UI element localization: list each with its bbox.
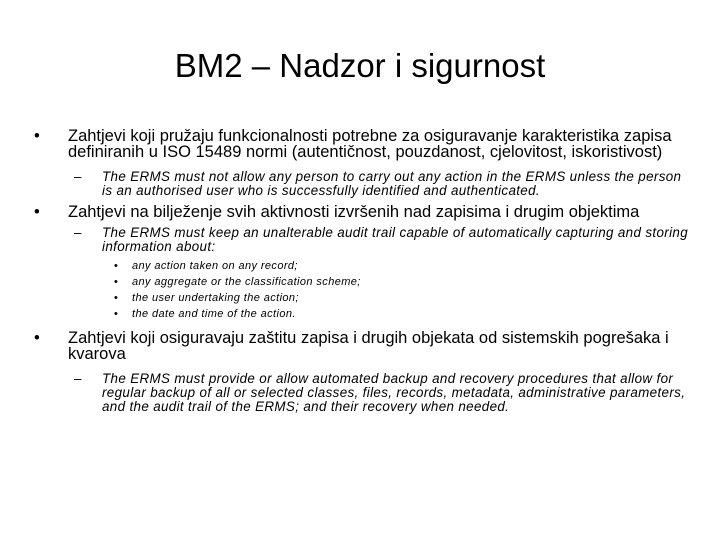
- sub-item-2-text: The ERMS must keep an unalterable audit trail capable of automatically capturing and storing information about:: [102, 225, 688, 254]
- sub-item-3-text: The ERMS must provide or allow automated backup and recovery procedures that allow for regular backup of all or selected classes, files, records, metadata, administrative parameters, and the audit trail of the ERMS; and their recovery when needed.: [102, 371, 686, 414]
- slide-content: [34, 128, 690, 414]
- bullet-item-2-text: Zahtjevi na bilježenje svih aktivnosti izvršenih nad zapisima i drugim objektima: [68, 203, 640, 221]
- sub-item-2: [34, 226, 690, 254]
- sub-sub-item: [34, 258, 690, 274]
- sub-item-1-text: The ERMS must not allow any person to carry out any action in the ERMS unless the person is an authorised user who is successfully identified and authenticated.: [102, 169, 682, 198]
- sub-sub-item: [34, 274, 690, 290]
- dash-icon: –: [74, 169, 82, 184]
- sub-sub-item: [34, 290, 690, 306]
- bullet-icon: •: [114, 276, 119, 288]
- sub-item-3: [34, 372, 690, 414]
- dash-icon: –: [74, 225, 82, 240]
- sub-item-1: [34, 170, 690, 198]
- bullet-item-3: [34, 330, 690, 362]
- bullet-icon: •: [34, 329, 40, 347]
- slide-title: BM2 – Nadzor i sigurnost: [174, 47, 546, 84]
- sub-sub-item-text: any action taken on any record;: [132, 260, 298, 272]
- bullet-icon: •: [114, 308, 119, 320]
- bullet-icon: •: [34, 203, 40, 221]
- sub-sub-item-text: the user undertaking the action;: [132, 292, 299, 304]
- sub-sub-item: [34, 306, 690, 322]
- bullet-icon: •: [114, 292, 119, 304]
- bullet-item-1: [34, 128, 690, 160]
- bullet-item-3-text: Zahtjevi koji osiguravaju zaštitu zapisa i drugih objekata od sistemskih pogrešaka i kvarova: [68, 329, 669, 363]
- sub-sub-item-text: the date and time of the action.: [132, 308, 296, 320]
- sub-sub-item-text: any aggregate or the classification scheme;: [132, 276, 361, 288]
- bullet-icon: •: [114, 260, 119, 272]
- dash-icon: –: [74, 371, 82, 386]
- bullet-item-2: [34, 204, 690, 220]
- bullet-icon: •: [34, 127, 40, 145]
- bullet-item-1-text: Zahtjevi koji pružaju funkcionalnosti potrebne za osiguravanje karakteristika zapisa definiranih u ISO 15489 normi (autentičnost, pouzdanost, cjelovitost, iskoristivost): [68, 127, 672, 161]
